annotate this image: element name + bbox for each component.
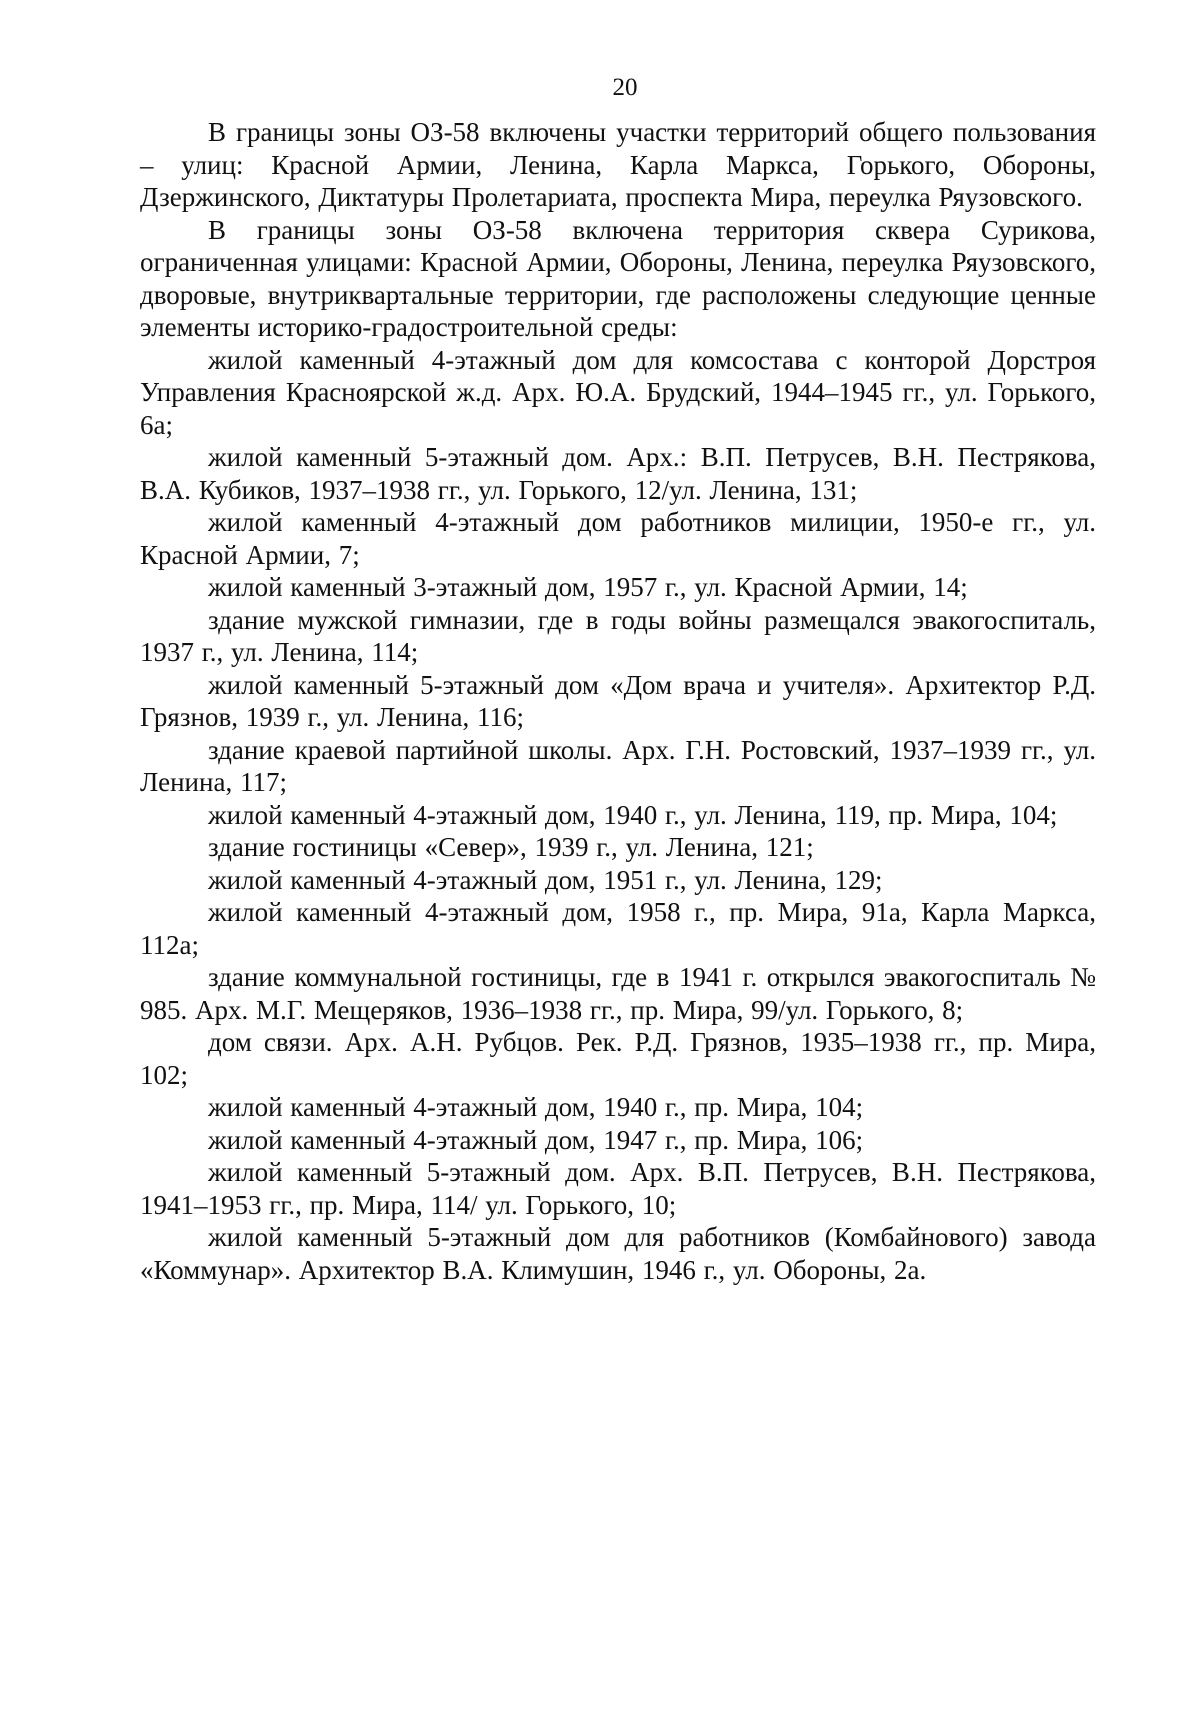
list-item: жилой каменный 5-этажный дом. Арх. В.П. Петрусев, В.Н. Пестрякова, 1941–1953 гг., пр. Мира, 114/ ул. Горького, 10; bbox=[140, 1157, 1096, 1220]
list-item: здание коммунальной гостиницы, где в 1941 г. открылся эвакогоспиталь № 985. Арх. М.Г. Мещеряков, 1936–1938 гг., пр. Мира, 99/ул. Горького, 8; bbox=[140, 962, 1096, 1025]
paragraph-zone-square: В границы зоны ОЗ-58 включена территория сквера Сурикова, ограниченная улицами: Красной Армии, Обороны, Ленина, переулка Ряузовского, дворовые, внутриквартальные территории, где расположены следующие ценные элементы историко-градостроительной среды: bbox=[140, 214, 1096, 342]
list-item: жилой каменный 5-этажный дом «Дом врача и учителя». Архитектор Р.Д. Грязнов, 1939 г., ул. Ленина, 116; bbox=[140, 669, 1096, 732]
list-item: жилой каменный 4-этажный дом, 1958 г., пр. Мира, 91а, Карла Маркса, 112а; bbox=[140, 897, 1096, 960]
document-body bbox=[140, 116, 1096, 1286]
list-item: жилой каменный 4-этажный дом, 1951 г., ул. Ленина, 129; bbox=[208, 864, 883, 895]
list-item: жилой каменный 4-этажный дом работников милиции, 1950-е гг., ул. Красной Армии, 7; bbox=[140, 507, 1096, 570]
list-item: дом связи. Арх. А.Н. Рубцов. Рек. Р.Д. Грязнов, 1935–1938 гг., пр. Мира, 102; bbox=[140, 1027, 1096, 1090]
list-item: здание гостиницы «Север», 1939 г., ул. Ленина, 121; bbox=[208, 832, 814, 862]
paragraph-zone-streets: В границы зоны ОЗ-58 включены участки территорий общего пользования – улиц: Красной Армии, Ленина, Карла Маркса, Горького, Обороны, Дзержинского, Диктатуры Пролетариата, проспекта Мира, переулка Ряузовского. bbox=[140, 117, 1096, 212]
list-item: жилой каменный 3-этажный дом, 1957 г., ул. Красной Армии, 14; bbox=[208, 572, 968, 602]
list-item: жилой каменный 4-этажный дом для комсостава с конторой Дорстроя Управления Красноярской ж.д. Арх. Ю.А. Брудский, 1944–1945 гг., ул. Горького, 6а; bbox=[140, 344, 1096, 440]
page-number: 20 bbox=[612, 74, 638, 101]
list-item: здание краевой партийной школы. Арх. Г.Н. Ростовский, 1937–1939 гг., ул. Ленина, 117; bbox=[140, 734, 1096, 797]
list-item: жилой каменный 4-этажный дом, 1947 г., пр. Мира, 106; bbox=[208, 1124, 864, 1155]
list-item: жилой каменный 4-этажный дом, 1940 г., пр. Мира, 104; bbox=[208, 1092, 864, 1122]
list-item: здание мужской гимназии, где в годы войны размещался эвакогоспиталь, 1937 г., ул. Ленина, 114; bbox=[140, 604, 1096, 667]
list-item: жилой каменный 4-этажный дом, 1940 г., ул. Ленина, 119, пр. Мира, 104; bbox=[208, 799, 1058, 830]
list-item: жилой каменный 5-этажный дом. Арх.: В.П. Петрусев, В.Н. Пестрякова, В.А. Кубиков, 1937–1938 гг., ул. Горького, 12/ул. Ленина, 131; bbox=[140, 442, 1096, 505]
list-item: жилой каменный 5-этажный дом для работников (Комбайнового) завода «Коммунар». Архитектор В.А. Климушин, 1946 г., ул. Обороны, 2а. bbox=[140, 1222, 1096, 1285]
